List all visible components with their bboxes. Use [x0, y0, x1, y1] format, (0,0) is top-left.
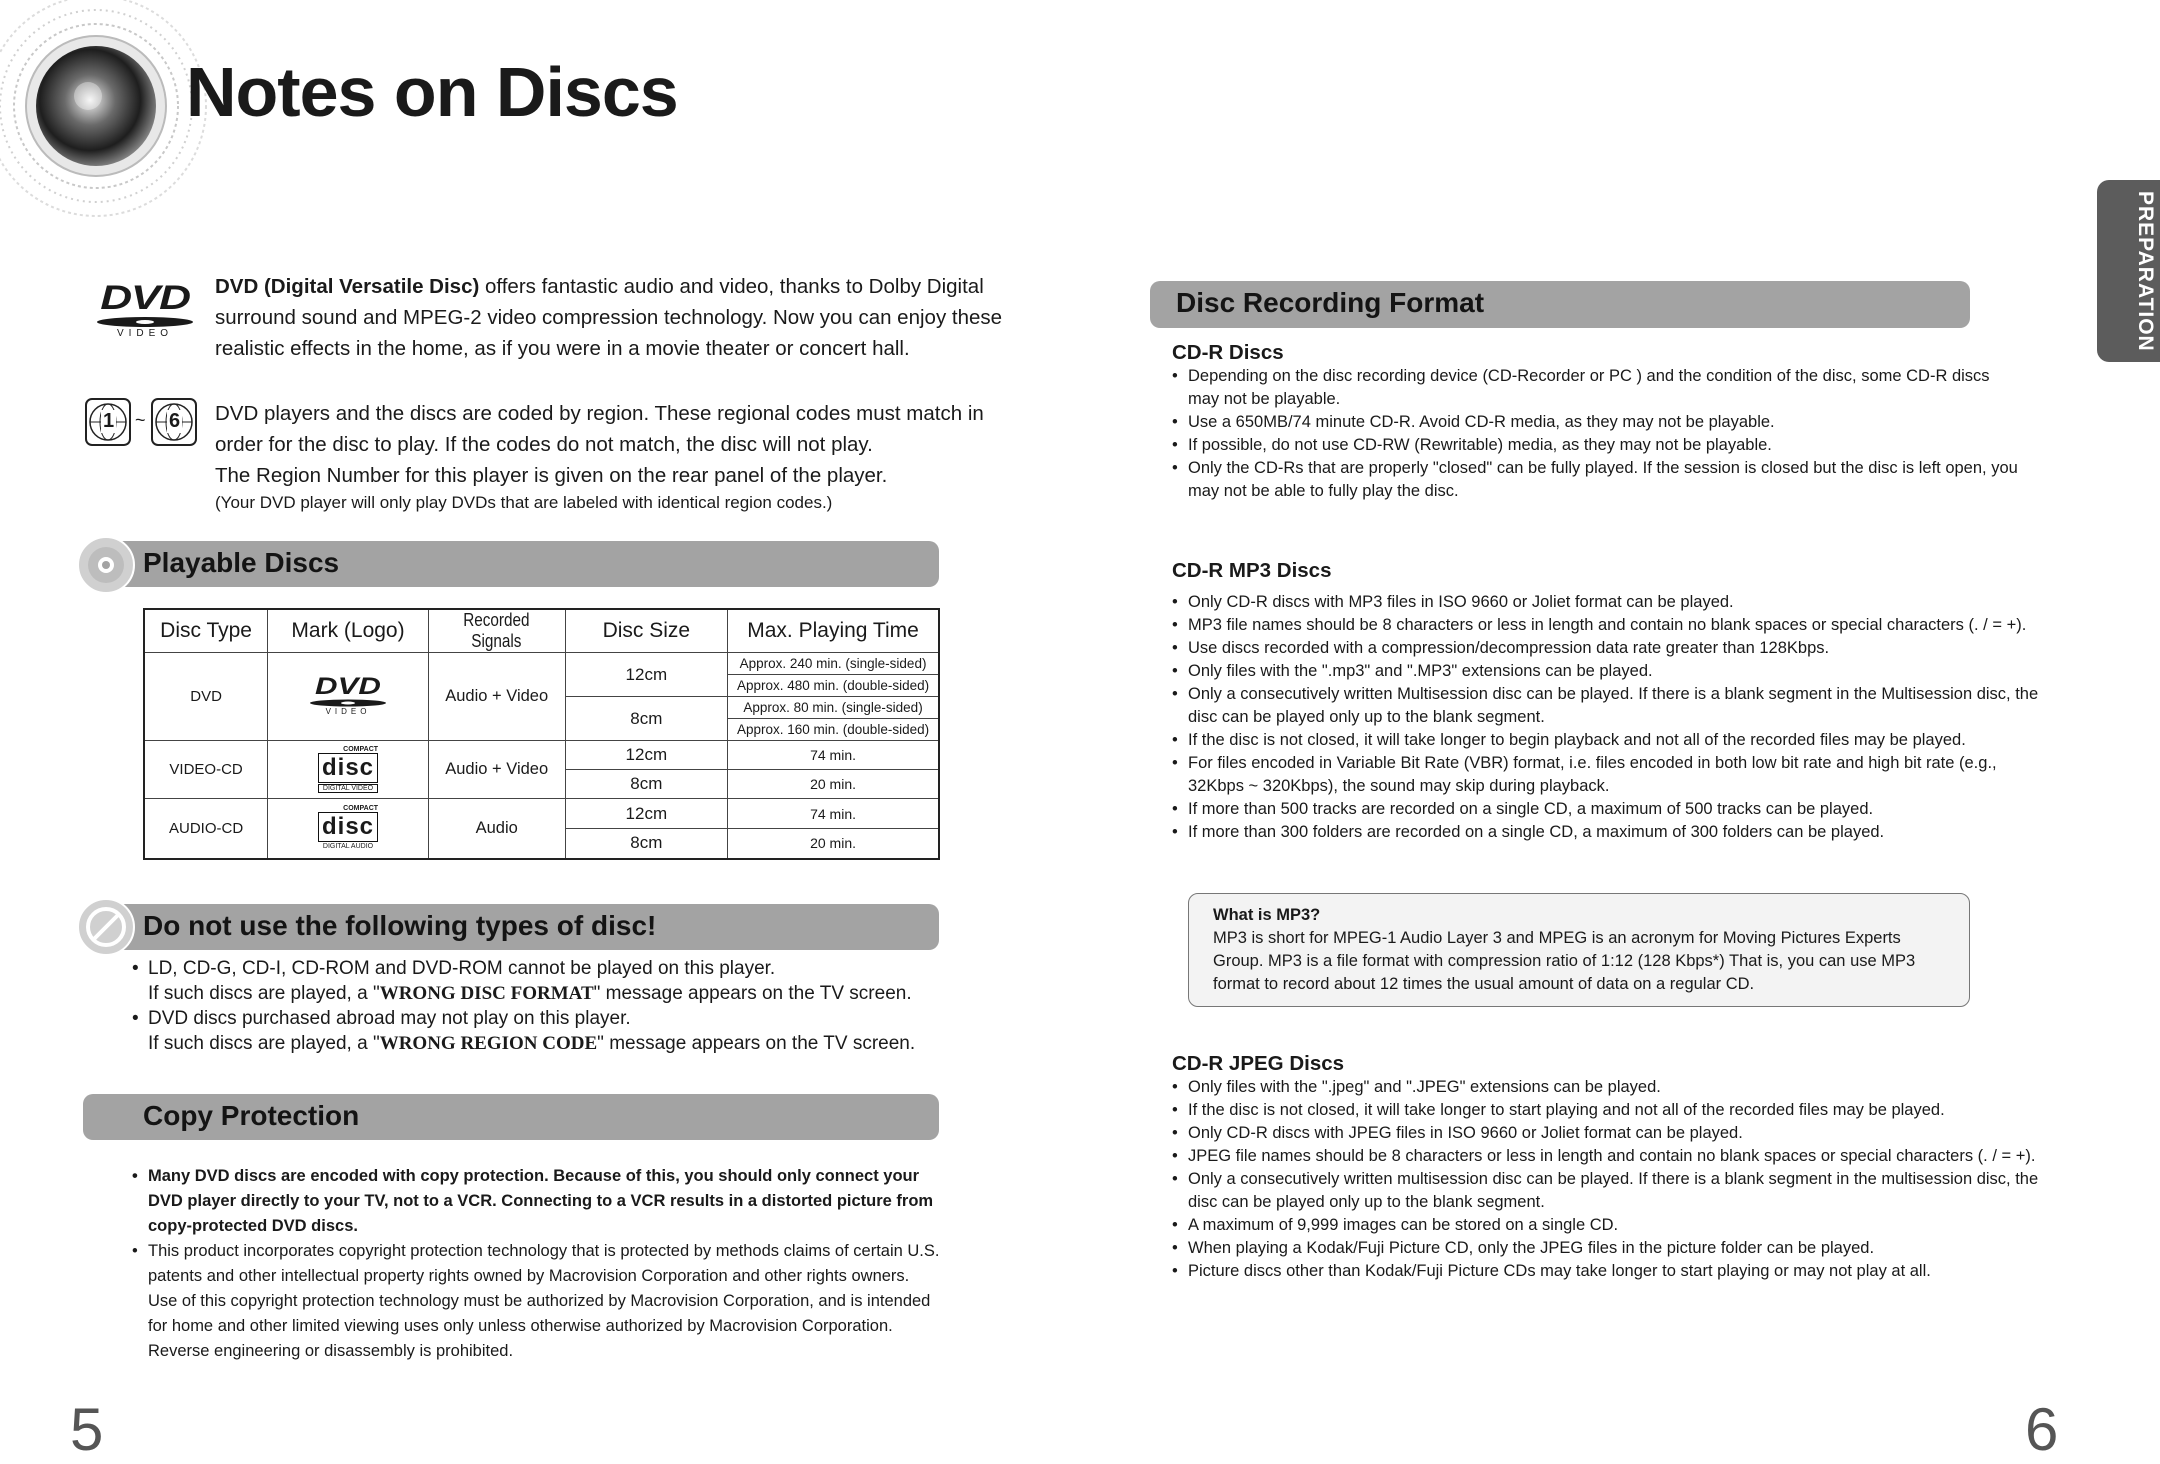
cdr-title: CD-R Discs: [1172, 341, 1284, 364]
region-to: 6: [169, 410, 181, 432]
region-note: (Your DVD player will only play DVDs that are labeled with identical region codes.): [215, 493, 833, 512]
speaker-icon: [0, 0, 215, 225]
playable-discs-header: [105, 541, 939, 587]
list-item: • Only files with the ".jpeg" and ".JPEG" extensions can be played.: [1172, 1076, 2072, 1099]
vcd-signals: Audio + Video: [428, 741, 565, 799]
dvd-signals: Audio + Video: [428, 653, 565, 741]
jpeg-list: [1172, 1076, 2072, 1283]
dvd-size-12: 12cm: [565, 653, 727, 697]
table-header-row: [144, 609, 939, 653]
list-item: [132, 956, 952, 1006]
list-item: • Use a 650MB/74 minute CD-R. Avoid CD-R media, as they may not be playable.: [1172, 411, 2052, 434]
list-item: • MP3 file names should be 8 characters or less in length and contain no blank spaces or special characters (. / = +).: [1172, 614, 2072, 637]
acd-size-12: 12cm: [565, 799, 727, 829]
list-item: • Only CD-R discs with JPEG files in ISO 9660 or Joliet format can be played.: [1172, 1122, 2072, 1145]
cdr-section: [1172, 341, 2052, 503]
what-is-mp3-box: [1188, 893, 1970, 1007]
msg-suffix: " message appears on the TV screen.: [593, 983, 912, 1004]
wrong-disc-format: WRONG DISC FORMAT: [379, 983, 594, 1004]
msg-suffix: " message appears on the TV screen.: [597, 1033, 916, 1054]
disc-recording-title: Disc Recording Format: [1176, 287, 1485, 318]
list-item: • When playing a Kodak/Fuji Picture CD, only the JPEG files in the picture folder can be played.: [1172, 1237, 2072, 1260]
list-item: • Picture discs other than Kodak/Fuji Picture CDs may take longer to start playing or may not play at all.: [1172, 1260, 2072, 1283]
copy-protection-title: Copy Protection: [143, 1100, 360, 1131]
cd-logo-main: disc: [318, 753, 378, 783]
dvd-intro: [215, 271, 1005, 364]
donot-item-2-msg: [148, 1031, 952, 1056]
list-item: • Use discs recorded with a compression/decompression data rate greater than 128Kbps.: [1172, 637, 2072, 660]
page-number-right: 6: [2025, 1396, 2059, 1463]
msg-prefix: If such discs are played, a ": [148, 983, 380, 1004]
do-not-use-list: [132, 956, 952, 1056]
acd-size-8: 8cm: [565, 829, 727, 859]
donot-item-1-msg: [148, 981, 952, 1006]
region-paragraph-2: The Region Number for this player is given on the rear panel of the player.: [215, 464, 888, 487]
list-item: • Depending on the disc recording device (CD-Recorder or PC ) and the condition of the disc, some CD-R discs may not be playable.: [1172, 365, 2018, 411]
donot-item-2: • DVD discs purchased abroad may not play on this player.: [148, 1008, 631, 1029]
dvd-logo-sub: VIDEO: [116, 328, 174, 339]
list-item: [132, 1006, 952, 1056]
acd-type: AUDIO-CD: [144, 799, 268, 859]
table-row: [144, 799, 939, 829]
playable-discs-table: [143, 608, 940, 860]
page-number-left: 5: [70, 1396, 104, 1463]
jpeg-title: CD-R JPEG Discs: [1172, 1052, 1345, 1075]
list-item: • Only a consecutively written Multisession disc can be played. If there is a blank segment in the Multisession disc, the disc can be played only up to the blank segment.: [1172, 683, 2068, 729]
cd-logo-sub: DIGITAL VIDEO: [318, 784, 378, 793]
preparation-tab[interactable]: [2097, 180, 2160, 362]
vcd-time-2: 20 min.: [728, 770, 939, 799]
mp3-section: [1172, 559, 2072, 844]
region-tilde: ~: [135, 410, 146, 430]
mp3-title: CD-R MP3 Discs: [1172, 559, 1332, 582]
list-item: • Only files with the ".mp3" and ".MP3" extensions can be played.: [1172, 660, 2072, 683]
jpeg-section: [1172, 1052, 2072, 1283]
dvd-disc-shape: [308, 699, 388, 707]
dvd-video-logo: [308, 675, 388, 716]
vcd-logo-cell: [268, 741, 429, 799]
list-item: • If the disc is not closed, it will take longer to start playing and not all of the recorded files may be played.: [1172, 1099, 2072, 1122]
msg-prefix: If such discs are played, a ": [148, 1033, 380, 1054]
header-mark: Mark (Logo): [268, 609, 429, 653]
vcd-size-8: 8cm: [565, 770, 727, 799]
acd-time-1: 74 min.: [728, 799, 939, 829]
list-item: • Only CD-R discs with MP3 files in ISO 9660 or Joliet format can be played.: [1172, 591, 2072, 614]
dvd-type: DVD: [144, 653, 268, 741]
dvd-disc-shape: [95, 316, 195, 328]
list-item: • A maximum of 9,999 images can be stored on a single CD.: [1172, 1214, 2072, 1237]
vcd-type: VIDEO-CD: [144, 741, 268, 799]
list-item: • This product incorporates copyright protection technology that is protected by methods claims of certain U.S. patents and other intellectual property rights owned by Macrovision Corporation and other rights owners. Use of this copyright protection technology must be authorized by Macrovision Corporation, and is intended for home and other limited viewing uses only unless otherwise authorized by Macrovision Corporation. Reverse engineering or disassembly is prohibited.: [132, 1239, 942, 1364]
dvd-size-8: 8cm: [565, 697, 727, 741]
do-not-use-header: [105, 904, 939, 950]
dvd-logo-text: DVD: [315, 673, 381, 700]
mp3-list: [1172, 591, 2072, 844]
dvd-time-1: Approx. 240 min. (single-sided): [728, 653, 939, 675]
region-code-icon: [85, 398, 197, 446]
list-item: • If possible, do not use CD-RW (Rewritable) media, as they may not be playable.: [1172, 434, 2052, 457]
list-item: • If the disc is not closed, it will take longer to begin playback and not all of the recorded files may be played.: [1172, 729, 2072, 752]
cd-logo-top: COMPACT: [343, 745, 379, 753]
dvd-logo-text: DVD: [100, 279, 190, 317]
dvd-time-3: Approx. 80 min. (single-sided): [728, 697, 939, 719]
cd-logo-main: disc: [318, 812, 378, 842]
header-disc-size: Disc Size: [565, 609, 727, 653]
header-signals: Recorded Signals: [439, 609, 555, 653]
do-not-use-title: Do not use the following types of disc!: [143, 910, 657, 941]
dvd-logo-cell: [268, 653, 429, 741]
list-item: • If more than 500 tracks are recorded on a single CD, a maximum of 500 tracks can be played.: [1172, 798, 2072, 821]
tab-label: PREPARATION: [2134, 190, 2157, 352]
disc-recording-header: [1150, 281, 1970, 328]
copy-protection-list: [132, 1164, 942, 1364]
compact-disc-audio-logo: [318, 805, 378, 850]
header-max-time: Max. Playing Time: [728, 609, 939, 653]
table-row: [144, 741, 939, 770]
acd-time-2: 20 min.: [728, 829, 939, 859]
playable-discs-title: Playable Discs: [143, 547, 340, 578]
region-paragraph: DVD players and the discs are coded by region. These regional codes must match in order for the disc to play. If the codes do not match, the disc will not play.: [215, 402, 984, 456]
what-is-mp3-title: What is MP3?: [1213, 906, 1321, 924]
dvd-video-logo: [95, 280, 195, 340]
list-item: • JPEG file names should be 8 characters or less in length and contain no blank spaces or special characters (. / = +).: [1172, 1145, 2072, 1168]
vcd-time-1: 74 min.: [728, 741, 939, 770]
acd-signals: Audio: [428, 799, 565, 859]
list-item: • If more than 300 folders are recorded on a single CD, a maximum of 300 folders can be played.: [1172, 821, 2072, 844]
region-text: [215, 398, 1015, 515]
page-title: Notes on Discs: [186, 53, 678, 131]
cdr-list: [1172, 365, 2052, 503]
dvd-logo-sub: VIDEO: [325, 707, 371, 716]
list-item: • Many DVD discs are encoded with copy protection. Because of this, you should only connect your DVD player directly to your TV, not to a VCR. Connecting to a VCR results in a distorted picture from copy-protected DVD discs.: [132, 1164, 942, 1239]
dvd-time-2: Approx. 480 min. (double-sided): [728, 675, 939, 697]
list-item: • For files encoded in Variable Bit Rate (VBR) format, i.e. files encoded in both low bit rate and high bit rate (e.g., 32Kbps ~ 320Kbps), the sound may skip during playback.: [1172, 752, 2038, 798]
acd-logo-cell: [268, 799, 429, 859]
disc-icon: [76, 535, 136, 595]
dvd-intro-text: offers fantastic audio and video, thanks to Dolby Digital surround sound and MPEG-2 video compression technology. Now you can enjoy these realistic effects in the home, as if you were in a movie theater or concert hall.: [215, 275, 1003, 360]
donot-item-1: • LD, CD-G, CD-I, CD-ROM and DVD-ROM cannot be played on this player.: [148, 958, 776, 979]
wrong-region-code: WRONG REGION CODE: [379, 1033, 598, 1054]
compact-disc-video-logo: [318, 746, 378, 793]
prohibited-disc-icon: [76, 897, 136, 957]
header-disc-type: Disc Type: [144, 609, 268, 653]
table-row: [144, 653, 939, 675]
what-is-mp3-text: MP3 is short for MPEG-1 Audio Layer 3 and MPEG is an acronym for Moving Pictures Experts Group. MP3 is a file format with compression ratio of 1:12 (128 Kbps*) That is, you can use MP3 format to record about 12 times the usual amount of data on a regular CD.: [1213, 929, 1916, 993]
list-item: • Only a consecutively written multisession disc can be played. If there is a blank segment in the multisession disc, the disc can be played only up to the blank segment.: [1172, 1168, 2068, 1214]
vcd-size-12: 12cm: [565, 741, 727, 770]
list-item: • Only the CD-Rs that are properly "closed" can be fully played. If the session is closed but the disc is left open, you may not be able to fully play the disc.: [1172, 457, 2018, 503]
cd-logo-sub: DIGITAL AUDIO: [322, 842, 374, 850]
region-from: 1: [103, 410, 115, 432]
dvd-intro-bold: DVD (Digital Versatile Disc): [215, 275, 480, 298]
dvd-time-4: Approx. 160 min. (double-sided): [728, 719, 939, 741]
copy-protection-header: [83, 1094, 939, 1140]
cd-logo-top: COMPACT: [343, 804, 379, 812]
